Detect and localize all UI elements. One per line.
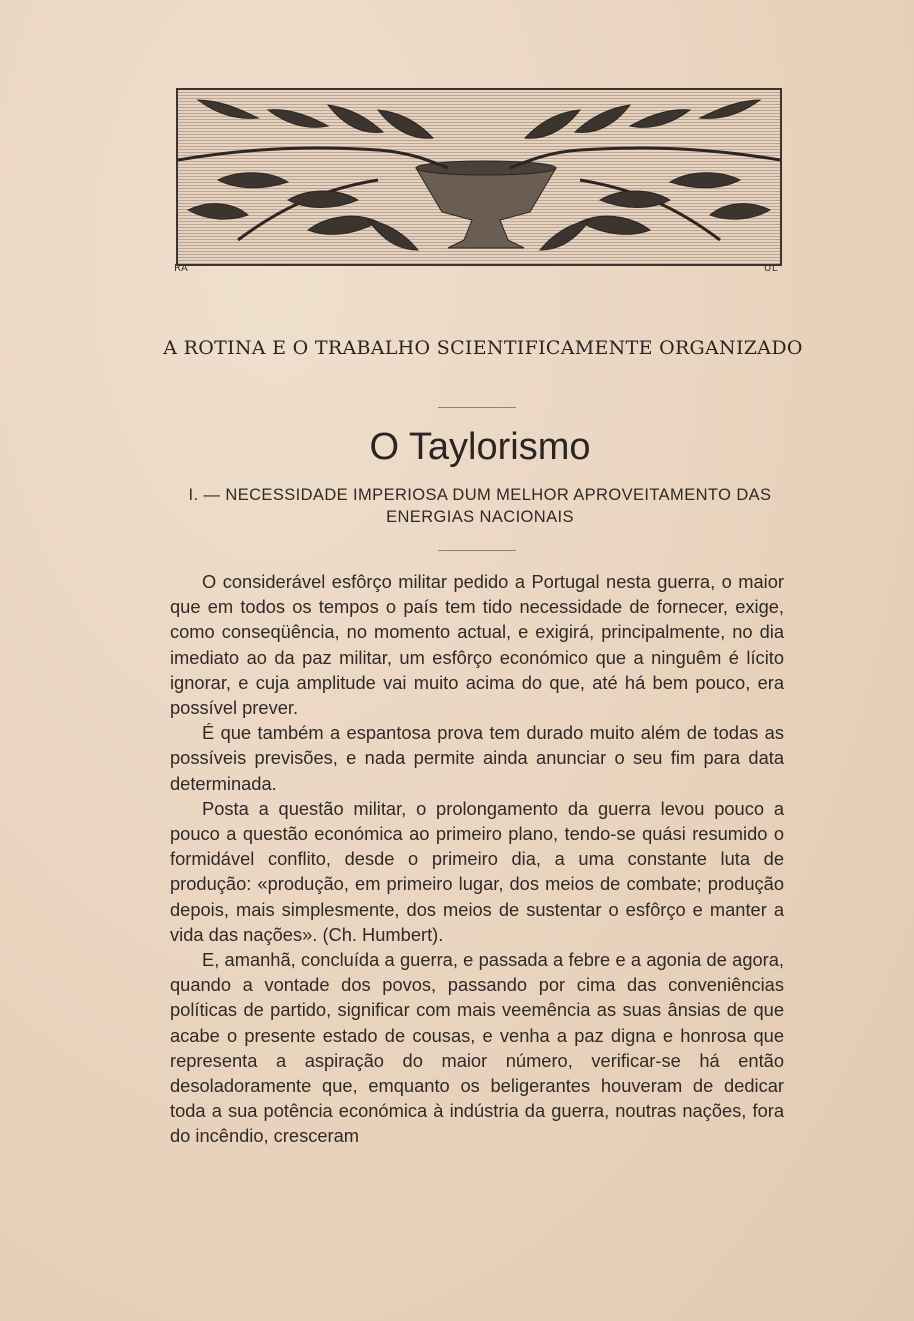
engraver-signature-right: UL	[764, 263, 778, 274]
series-title: A ROTINA E O TRABALHO SCIENTIFICAMENTE ORGANIZADO	[163, 337, 803, 359]
paragraph: Posta a questão militar, o prolongamento da guerra levou pouco a pouco a questão económica ao primeiro plano, tendo-se quási resumido o formidável conflito, desde o primeiro dia, a uma constante luta de produção: «produção, em primeiro lugar, dos meios de combate; produção depois, mais simplesmente, dos meios de sustentar o esfôrço e manter a vida das nações». (Ch. Humbert).	[170, 797, 784, 945]
decorative-header-engraving	[176, 88, 782, 266]
divider-rule	[438, 407, 516, 408]
laurel-bowl-illustration	[178, 90, 780, 264]
section-heading: I. — NECESSIDADE IMPERIOSA DUM MELHOR APROVEITAMENTO DAS ENERGIAS NACIONAIS	[188, 486, 772, 526]
engraver-signature-left: RA	[174, 263, 189, 274]
paragraph: O considerável esfôrço militar pedido a Portugal nesta guerra, o maior que em todos os tempos o país tem tido necessidade de fornecer, exige, como conseqüência, no momento actual, e exigirá, principalmente, no dia imediato ao da paz militar, um esfôrço económico que a ninguêm é lícito ignorar, e cuja amplitude vai muito acima do que, até há bem pouco, era possível prever.	[170, 571, 784, 719]
article-body	[170, 569, 784, 1149]
paragraph: E, amanhã, concluída a guerra, e passada a febre e a agonia de agora, quando a vontade dos povos, passando por cima das conveniências políticas de partido, significar com mais veemência as suas ânsias de que acabe o presente estado de cousas, e venha a paz digna e honrosa que representa a aspiração do maior número, verificar-se há então desoladoramente que, emquanto os beligerantes houveram de dedicar toda a sua potência económica à indústria da guerra, noutras nações, fora do incêndio, cresceram	[170, 949, 784, 1147]
paragraph: É que também a espantosa prova tem durado muito além de todas as possíveis previsões, e nada permite ainda anunciar o seu fim para data determinada.	[170, 722, 784, 794]
article-title: O Taylorismo	[369, 426, 591, 468]
divider-rule	[438, 550, 516, 551]
